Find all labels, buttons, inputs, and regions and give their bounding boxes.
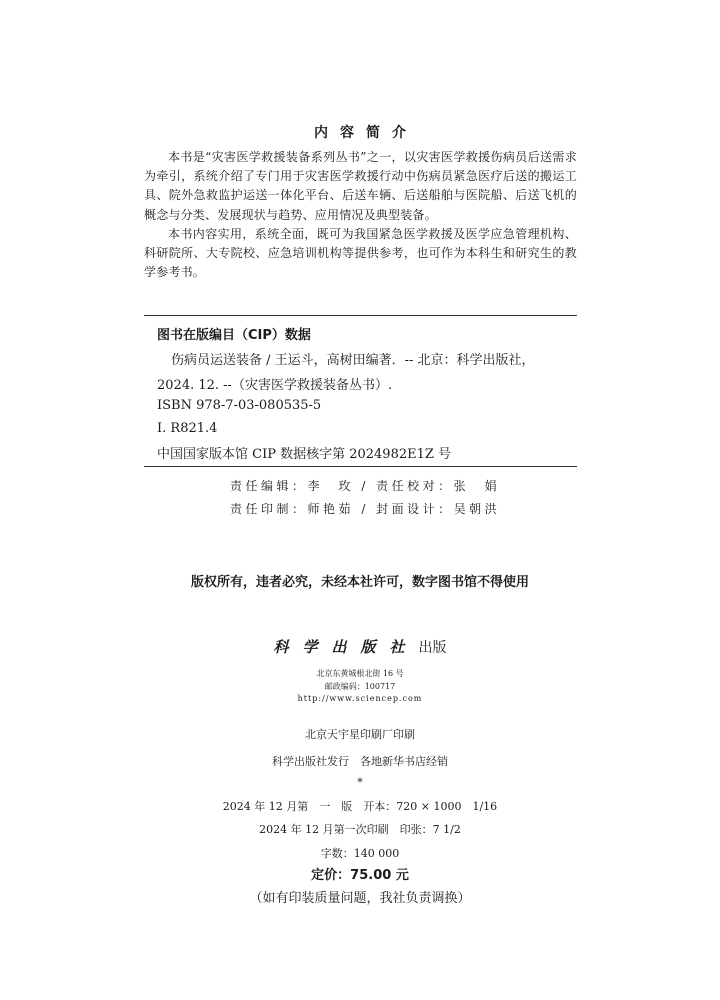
divider-top	[144, 315, 577, 316]
publisher-address: 北京东黄城根北街 16 号	[316, 669, 404, 678]
printer-line: 北京天宇星印刷厂印刷	[305, 728, 415, 741]
publisher-suffix: 出版	[418, 640, 447, 656]
price: 定价：75.00 元	[311, 868, 409, 883]
cip-line-title: 伤病员运送装备 / 王运斗，高树田编著．-- 北京：科学出版社，	[171, 353, 535, 368]
quality-note: （如有印装质量问题，我社负责调换）	[249, 891, 471, 906]
cip-line-record-number: 中国国家版本馆 CIP 数据核字第 2024982E1Z 号	[157, 447, 452, 462]
cip-line-series: 2024. 12. --（灾害医学救援装备丛书）.	[157, 378, 393, 393]
copyright-notice: 版权所有，违者必究，未经本社许可，数字图书馆不得使用	[190, 575, 529, 590]
edition-line: 2024 年 12 月第 一 版 开本：720 × 1000 1/16	[222, 800, 498, 813]
cip-line-classification: Ⅰ. R821.4	[157, 421, 218, 436]
publisher-postcode: 邮政编码：100717	[324, 682, 396, 691]
cip-line-isbn: ISBN 978-7-03-080535-5	[157, 398, 322, 413]
staff-editors: 责任编辑：李 玫 / 责任校对：张 娟	[230, 479, 501, 493]
publisher-logo: 科学出版社	[273, 638, 419, 656]
cip-heading: 图书在版编目（CIP）数据	[157, 328, 311, 343]
impression-line: 2024 年 12 月第一次印刷 印张：7 1/2	[259, 823, 461, 836]
publisher-website: http://www.sciencep.com	[297, 694, 423, 703]
separator-star: *	[357, 776, 363, 789]
divider-bottom	[144, 466, 577, 467]
summary-paragraph-2: 本书内容实用，系统全面，既可为我国紧急医学救援及医学应急管理机构、科研院所、大专院校、应急培训机构等提供参考，也可作为本科生和研究生的教学参考书。	[144, 227, 577, 280]
word-count: 字数：140 000	[320, 847, 400, 860]
summary-paragraph-1: 本书是“灾害医学救援装备系列丛书”之一，以灾害医学救援伤病员后送需求为牵引，系统介绍了专门用于灾害医学救援行动中伤病员紧急医疗后送的搬运工具、院外急救监护运送一体化平台、后送车辆、后送船舶与医院船、后送飞机的概念与分类、发展现状与趋势、应用情况及典型装备。	[144, 150, 577, 222]
staff-production: 责任印制：师艳茹 / 封面设计：吴朝洪	[230, 502, 501, 516]
publisher-line	[0, 636, 720, 657]
distribution-line: 科学出版社发行 各地新华书店经销	[272, 755, 448, 768]
summary-title: 内容简介	[314, 125, 418, 141]
